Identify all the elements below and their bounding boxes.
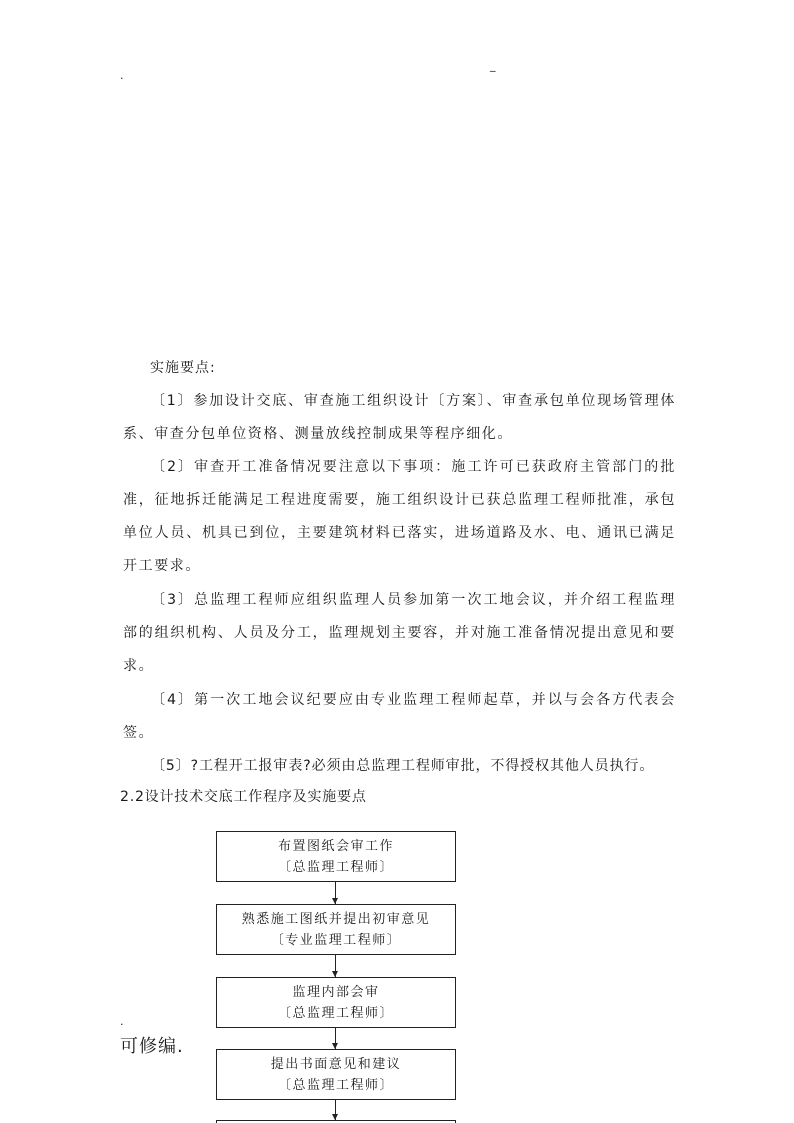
flowchart (216, 831, 458, 1123)
flow-step-3-label: 监理内部会审 (292, 984, 380, 1000)
flow-step-4-label: 提出书面意见和建议 (270, 1056, 402, 1072)
paragraph-1: 〔1〕参加设计交底、审查施工组织设计〔方案〕、审查承包单位现场管理体系、审查分包单位资格、测量放线控制成果等程序细化。 (123, 393, 676, 442)
flow-step-2-label: 熟悉施工图纸并提出初审意见 (241, 911, 431, 927)
flow-step-3-role: 〔总监理工程师〕 (277, 1005, 394, 1021)
flow-arrow-3 (335, 1028, 336, 1049)
flow-arrow-1 (335, 882, 336, 904)
implementation-points-heading: 实施要点: (150, 360, 216, 376)
footer-mark: . (120, 1015, 124, 1028)
paragraph-5: 〔5〕?工程开工报审表?必须由总监理工程师审批，不得授权其他人员执行。 (151, 758, 655, 774)
paragraph-2: 〔2〕审查开工准备情况要注意以下事项：施工许可已获政府主管部门的批准，征地拆迁能满足工程进度需要，施工组织设计已获总监理工程师批准，承包单位人员、机具已到位，主要建筑材料已落实，进场道路及水、电、通讯已满足开工要求。 (123, 459, 676, 574)
flow-step-4 (216, 1049, 456, 1100)
flow-step-1-label: 布置图纸会审工作 (277, 838, 394, 854)
flow-step-1-role: 〔总监理工程师〕 (277, 859, 394, 875)
flow-arrow-4 (335, 1100, 336, 1120)
header-dash-mark: _ (490, 59, 496, 72)
flow-arrow-2 (335, 955, 336, 977)
flow-step-1 (216, 831, 456, 882)
corner-mark: . (120, 69, 124, 82)
flow-step-3 (216, 977, 456, 1028)
flow-step-2-role: 〔专业监理工程师〕 (270, 932, 402, 948)
flow-step-2 (216, 904, 456, 955)
paragraph-4: 〔4〕第一次工地会议纪要应由专业监理工程师起草，并以与会各方代表会签。 (123, 692, 676, 741)
footer-editable-note: 可修编. (120, 1036, 184, 1057)
section-title: 2.2设计技术交底工作程序及实施要点 (120, 789, 367, 805)
flow-step-4-role: 〔总监理工程师〕 (277, 1077, 394, 1093)
paragraph-3: 〔3〕总监理工程师应组织监理人员参加第一次工地会议，并介绍工程监理部的组织机构、人员及分工，监理规划主要容，并对施工准备情况提出意见和要求。 (123, 592, 676, 674)
